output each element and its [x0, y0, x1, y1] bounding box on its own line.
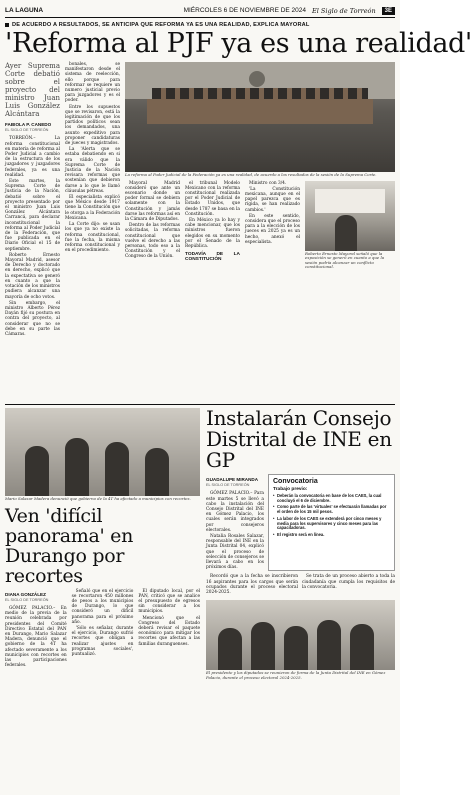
paragraph: bonales, se manifestaron desde el sistema de reelección, ello porque para reformar se requiere un numero justicial previo para juzgadores y es el poder.	[65, 62, 120, 104]
list-item: • Deberán la convocatoria en base de los CAES, la cual concluyó el 6 de diciembre.	[273, 494, 390, 504]
story2-col3	[302, 574, 395, 596]
story2-col2	[206, 574, 298, 596]
story1-body	[5, 62, 395, 402]
story1-byline-sub: EL SIGLO DE TORREÓN	[5, 128, 49, 133]
list-item: • El registro será en línea.	[273, 533, 390, 538]
paragraph: Ministro con 3/4.	[249, 180, 287, 186]
kicker-text: DE ACUERDO A RESULTADOS, SE ANTICIPA QUE REFORMA YA ES UNA REALIDAD, EXPLICA MAYORAL	[12, 22, 310, 28]
paragraph: Dentro de las reformas solicitadas, la reforma constitucional que vuelve el derecho a las personas, todo eso a la Constitución y el Congreso de la Unión.	[125, 223, 180, 260]
paragraph: Sin embargo, el ministro Alberto Pérez Dayán fijó su postura en contra del proyecto, al considerar que no se debe en su parte las Cámaras.	[5, 300, 60, 337]
paragraph: En este sentido, considera que el proceso para a la elección de los jueces en 2025 ya es un hecho, anexó el especialista.	[245, 213, 300, 245]
paragraph: Mayoral Madrid consideró que ante un escenario donde un poder formal se debiera solamente con la Constitución y jamás darse las reformas así en la Cámara de Diputados.	[125, 180, 180, 223]
story3-col3	[138, 589, 200, 670]
story3-byline-sub: EL SIGLO DE TORREÓN	[5, 597, 49, 602]
page-number: 3E	[382, 7, 395, 15]
paragraph: Mencionó que el Congreso del Estado deberá revisar el paquete económico para mitigar los recortes que afectan a las familias duranguenses.	[138, 615, 201, 647]
paragraph: Este martes, la Suprema Corte de Justicia de la Nación, debatió sobre el proyecto presentado por el ministro Juan Luis González Alcántara Carrancá, para declarar inconstitucional la reforma al Poder Judicial de la Federación, que fue publicada en el Diario Oficial el 15 de septiembre.	[5, 179, 60, 252]
story3-photo-caption: Mario Salazar Madera denunció que gobierno de la 4T ha afectado a municipios con recortes.	[5, 496, 191, 501]
story2-byline-sub: EL SIGLO DE TORREÓN	[206, 483, 250, 488]
convo-list	[273, 494, 390, 538]
issue-date: MIÉRCOLES 6 DE NOVIEMBRE DE 2024	[183, 7, 307, 14]
story3-headline: Ven 'difícil panorama' en Durango por recortes	[5, 504, 134, 587]
story1-photo2-caption: Roberto Ernesto Mayoral señaló que la exposición se generó en cuanto a que la sesión podría alcanzar un conflicto constitucional.	[305, 250, 385, 270]
paragraph: La 'Alerta que se estaba debatiendo en si era válido que la Suprema Corte de Justicia de la Nación revisara reformas que sostenían que debieron darse a lo que le llamó cláusulas pétreas.	[65, 147, 120, 194]
story3-col2	[72, 589, 134, 670]
paragraph: El diputado local, por el PAN, criticó que se analice el presupuesto de egresos sin considerar a los municipios.	[138, 588, 201, 615]
story1-photo2-wrap	[305, 181, 395, 270]
mayoral-photo	[305, 181, 395, 251]
story1-col1	[5, 62, 60, 402]
paragraph: El especialista explicó que México desde 1917 tiene la Constitución que le otorga a la Federación Mexicana.	[65, 195, 120, 221]
header-right	[184, 7, 395, 15]
story1-photo-caption: La reforma al Poder Judicial de la Federación ya es una realidad, de acuerdo a los resultados de la sesión de la Suprema Corte.	[125, 172, 377, 177]
ine-photo	[206, 600, 395, 670]
story1-col3	[125, 181, 180, 270]
story2-photo-caption: El presidente y los diputados se reunieron de forma de la Junta Distrital del INE en Gómez Palacio, durante el proceso electoral 2024-2025.	[206, 670, 386, 680]
story1-col5	[245, 181, 300, 270]
section-name: LA LAGUNA	[5, 7, 44, 14]
story1-col2	[65, 62, 120, 402]
paragraph: el tribunal Modelo Mexicano con la reforma constitucional realizada por el Poder Judicial de Estado Unidos, que desde 1787 se basa en la Constitución.	[185, 180, 240, 217]
story1-headline: 'Reforma al PJF ya es una realidad'	[5, 28, 472, 59]
story2-mid	[206, 574, 395, 596]
convo-title: Convocatoria	[273, 478, 318, 485]
paragraph: GÓMEZ PALACIO.– Para este martes 5 se llevó a cabo la instalación del Consejo Distrital del INE en Gómez Palacio, los cuales serán integrados por consejeros electorales.	[206, 491, 264, 533]
paragraph: Recordó que a la fecha se inscribieron 16 aspirantes para los cargos que serán ocupados durante el proceso electoral 2024-2025.	[206, 574, 298, 596]
paragraph: Se trata de un proceso abierto a toda la ciudadanía que cumpla los requisitos de la convocatoria.	[302, 574, 395, 590]
story3-col1	[5, 589, 67, 670]
story1-col4	[185, 181, 240, 270]
paragraph: TORREÓN.– La reforma constitucional en materia de reforma al Poder Judicial a cambio de la estructura de los juzgadores y juzgadores federales, ya es una realidad.	[5, 136, 60, 178]
convo-stage: Trabajo previo:	[273, 487, 308, 492]
story3	[5, 408, 200, 680]
paragraph: Entre los supuestos que se revisaron, está la legitimación de que los partidos políticos sean los demandados, una asunto expeditivo para proponer candidaturas de jueces y magistrados.	[65, 104, 120, 147]
paragraph: Roberto Ernesto Mayoral Madrid, asesor de Derecho y doctorado en derecho, explicó que la expectativa se generó en cuanto a que la votación de los ministros pudiera alcanzar una mayoría de ocho votos.	[5, 252, 60, 300]
story1-right	[125, 62, 395, 402]
paragraph: Señaló que en el ejercicio se recortaron 450 millones de pesos a los municipios de Durango, lo que consideró un difícil panorama para el próximo año.	[71, 588, 134, 625]
kicker-square-icon	[5, 23, 9, 27]
list-item: • Como parte de las 'virtuales' se efectuarán llamadas por el orden de los 15 mil pesos.	[273, 505, 390, 515]
paragraph: La Corte dijo: se usan los que ya no existe la reforma constitucional, fue la fecha, la misma reforma constitucional y en el procedimiento.	[65, 222, 120, 254]
story2-col1	[206, 474, 264, 571]
story1-lower-cols	[125, 181, 395, 270]
salazar-photo	[5, 408, 200, 496]
story1-byline: FABIOLA P. CANEDO	[5, 122, 52, 127]
paragraph: Natalia Rosales Salazar, responsable del INE en la Junta Distrital 04, explicó que el proceso de selección de consejeros se llevará a cabo en los próximos días.	[206, 534, 264, 571]
masthead-logo: El Siglo de Torreón	[312, 6, 376, 15]
paragraph: 'La Constitución mexicana, aunque en el papel parezca que es rígida, se han realizado cambios.'	[245, 186, 300, 213]
divider	[5, 404, 395, 405]
story2	[206, 408, 395, 680]
page-header	[5, 4, 395, 18]
story1-subhead: TODAVÍA DE LA CONSTITUCIÓN	[185, 252, 240, 263]
paragraph: En México ya lo hay y cabe mencionar, que los ministros fueron elegidos en su momento por el Senado de la República.	[185, 218, 240, 250]
court-session-photo	[125, 62, 395, 172]
story2-top	[206, 474, 395, 571]
paragraph: GÓMEZ PALACIO.– En medio de la previa de la reunión celebrada por presidentes del Comité Directivo Estatal del PAN en Durango, Mario Salazar Madera, denunció que el gobierno de la 4T ha afectado severamente a los municipios con recortes en las participaciones federales.	[5, 606, 67, 669]
story2-byline: GUADALUPE MIRANDA	[206, 477, 259, 482]
paragraph: 'Sólo es señalar, durante el ejercicio, Durango sufrió recortes que obligan a realizar ajustes en programas sociales', puntualizó.	[71, 626, 134, 658]
convocatoria-box	[268, 474, 395, 571]
list-item: • La labor de los CAES se extenderá por cinco meses y media para los supervisores y cinco meses para las capacitadoras.	[273, 517, 390, 532]
court-seal-icon	[249, 71, 265, 87]
story3-byline: DIANA GONZÁLEZ	[5, 591, 46, 597]
story3-cols	[5, 589, 200, 670]
lower-section	[5, 408, 395, 680]
story2-headline: Instalarán Consejo Distrital de INE en GP	[206, 406, 392, 472]
story1-lede: Ayer Suprema Corte debatió sobre el proyecto del ministro Juan Luis González Alcántara	[5, 62, 60, 118]
